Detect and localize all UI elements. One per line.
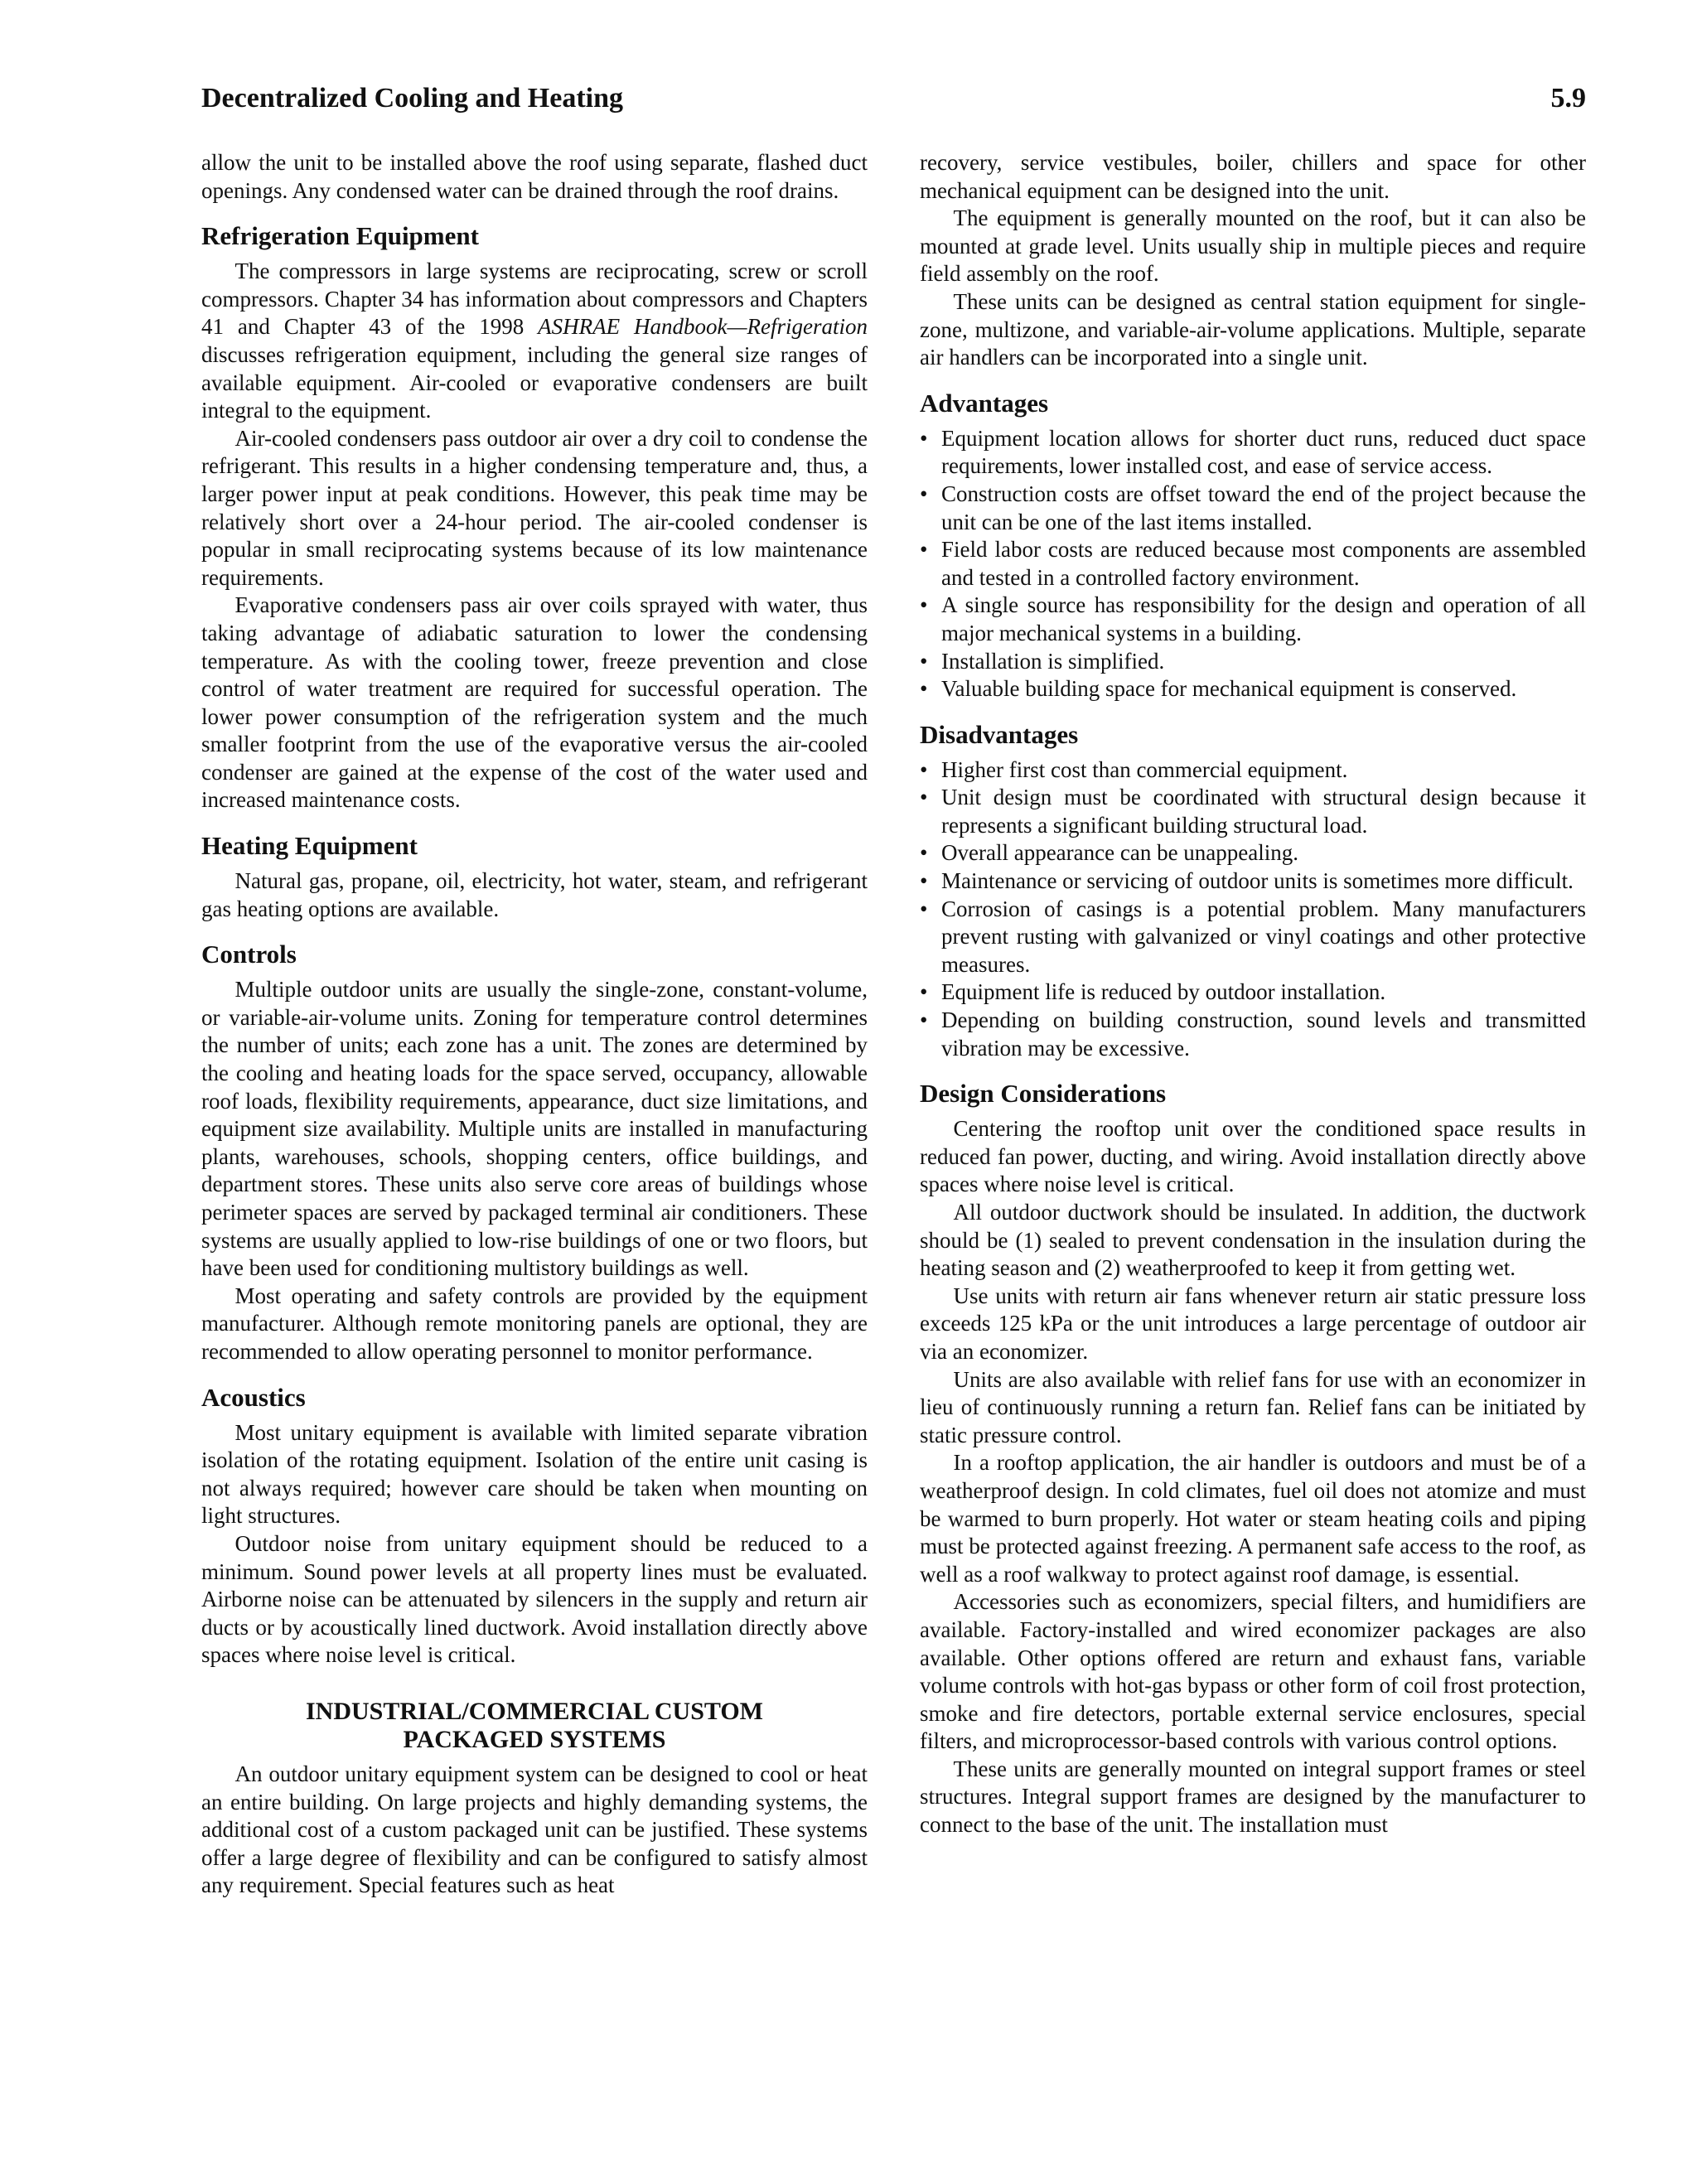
design-paragraph: Centering the rooftop unit over the conditioned space results in reduced fan power, ducting, and wiring. Avoid installation directly above spaces where noise level is critical. [920,1116,1586,1197]
disadvantage-item: • Unit design must be coordinated with structural design because it represents a significant building structural load. [920,784,1586,839]
intro-paragraph: allow the unit to be installed above the roof using separate, flashed duct openings. Any condensed water can be drained through the roof drains. [201,150,868,203]
section-heading-disadvantages: Disadvantages [920,719,1079,749]
disadvantage-item: • Equipment life is reduced by outdoor installation. [920,978,1586,1007]
section-heading-advantages: Advantages [920,388,1049,418]
handbook-citation: ASHRAE Handbook—Refrigeration [538,314,868,340]
custom-paragraph-3: These units can be designed as central station equipment for single-zone, multizone, and variable-air-volume applications. Multiple, separate air handlers can be incorporated into a single unit. [920,288,1586,370]
acoustics-paragraph-1: Most unitary equipment is available with limited separate vibration isolation of the rotating equipment. Isolation of the entire unit casing is not always required; however care should be taken when mounting on light structures. [201,1419,868,1529]
continued-paragraph: recovery, service vestibules, boiler, chillers and space for other mechanical equipment can be designed into the unit. [920,150,1586,203]
advantage-item: • A single source has responsibility for the design and operation of all major mechanical systems in a building. [920,592,1586,647]
disadvantage-item: • Maintenance or servicing of outdoor units is sometimes more difficult. [920,867,1586,896]
major-heading-custom-packaged [201,1698,868,1754]
design-paragraph: Use units with return air fans whenever return air static pressure loss exceeds 125 kPa or the unit introduces a large percentage of outdoor air via an economizer. [920,1283,1586,1364]
heating-paragraph: Natural gas, propane, oil, electricity, hot water, steam, and refrigerant gas heating options are available. [201,868,868,921]
custom-paragraph-1: An outdoor unitary equipment system can be designed to cool or heat an entire building. On large projects and highly demanding systems, the additional cost of a custom packaged unit can be justified. These systems offer a large degree of flexibility and can be configured to satisfy almost any requirement. Special features such as heat [201,1761,868,1898]
design-paragraph: Units are also available with relief fans for use with an economizer in lieu of continuously running a return fan. Relief fans can be initiated by static pressure control. [920,1366,1586,1447]
disadvantage-item: • Higher first cost than commercial equipment. [920,756,1586,785]
disadvantage-item: • Overall appearance can be unappealing. [920,839,1586,867]
refrigeration-text-b: discusses refrigeration equipment, including the general size ranges of available equipment. Air-cooled or evaporative condensers are built integral to the equipment. [201,341,868,423]
design-paragraph: In a rooftop application, the air handler is outdoors and must be of a weatherproof design. In cold climates, fuel oil does not atomize and must be warmed to burn properly. Hot water or steam heating coils and piping must be protected against freezing. A permanent safe access to the roof, as well as a roof walkway to protect against roof damage, is essential. [920,1450,1586,1587]
section-heading-design-considerations: Design Considerations [920,1079,1167,1109]
refrigeration-paragraph-2: Air-cooled condensers pass outdoor air over a dry coil to condense the refrigerant. This results in a higher condensing temperature and, thus, a larger power input at peak conditions. However, this peak time may be relatively short over a 24-hour period. The air-cooled condenser is popular in small reciprocating systems because of its low maintenance requirements. [201,425,868,590]
disadvantage-item: • Corrosion of casings is a potential problem. Many manufacturers prevent rusting with galvanized or vinyl coatings and other protective measures. [920,896,1586,979]
design-paragraph: These units are generally mounted on integral support frames or steel structures. Integral support frames are designed by the manufacturer to connect to the base of the unit. The installation must [920,1756,1586,1838]
disadvantage-item: • Depending on building construction, sound levels and transmitted vibration may be excessive. [920,1007,1586,1062]
advantage-item: • Equipment location allows for shorter duct runs, reduced duct space requirements, lower installed cost, and ease of service access. [920,425,1586,481]
refrigeration-text-a: The compressors in large systems are reciprocating, screw or scroll compressors. Chapter 34 has information about compressors and Chapters 41 and Chapter 43 of the 1998 [201,259,868,340]
left-column [201,149,868,1900]
right-column [920,149,1586,1900]
running-title: Decentralized Cooling and Heating [201,83,624,114]
custom-paragraph-2: The equipment is generally mounted on the roof, but it can also be mounted at grade level. Units usually ship in multiple pieces and require field assembly on the roof. [920,205,1586,287]
controls-paragraph-1: Multiple outdoor units are usually the single-zone, constant-volume, or variable-air-volume units. Zoning for temperature control determines the number of units; each zone has a unit. The zones are determined by the cooling and heating loads for the space served, occupancy, allowable roof loads, flexibility requirements, appearance, duct size limitations, and equipment size availability. Multiple units are installed in manufacturing plants, warehouses, schools, shopping centers, office buildings, and department stores. These units also serve core areas of buildings whose perimeter spaces are served by packaged terminal air conditioners. These systems are usually applied to low-rise buildings of one or two floors, but have been used for conditioning multistory buildings as well. [201,977,868,1281]
section-heading-heating: Heating Equipment [201,831,418,861]
design-paragraph: Accessories such as economizers, special filters, and humidifiers are available. Factory-installed and wired economizer packages are also available. Other options offered are return and exhaust fans, variable volume controls with hot-gas bypass or other form of coil frost protection, smoke and fire detectors, portable external service enclosures, special filters, and microprocessor-based controls with various control options. [920,1589,1586,1754]
advantage-item: • Valuable building space for mechanical equipment is conserved. [920,675,1586,703]
refrigeration-paragraph-3: Evaporative condensers pass air over coils sprayed with water, thus taking advantage of adiabatic saturation to lower the condensing temperature. As with the cooling tower, freeze prevention and close control of water treatment are required for successful operation. The lower power consumption of the refrigeration system and the much smaller footprint from the use of the evaporative versus the air-cooled condenser are gained at the expense of the cost of the water used and increased maintenance costs. [201,592,868,813]
acoustics-paragraph-2: Outdoor noise from unitary equipment should be reduced to a minimum. Sound power levels at all property lines must be evaluated. Airborne noise can be attenuated by silencers in the supply and return air ducts or by acoustically lined ductwork. Avoid installation directly above spaces where noise level is critical. [201,1530,868,1668]
design-paragraph: All outdoor ductwork should be insulated. In addition, the ductwork should be (1) sealed to prevent condensation in the insulation during the heating season and (2) weatherproofed to keep it from getting wet. [920,1200,1586,1281]
section-heading-controls: Controls [201,940,297,969]
disadvantages-list [920,756,1586,1063]
page-number: 5.9 [1550,83,1586,114]
major-heading-line-1: INDUSTRIAL/COMMERCIAL CUSTOM [305,1697,763,1725]
section-heading-acoustics: Acoustics [201,1382,306,1412]
major-heading-line-2: PACKAGED SYSTEMS [403,1725,666,1753]
advantage-item: • Installation is simplified. [920,648,1586,676]
advantage-item: • Field labor costs are reduced because most components are assembled and tested in a controlled factory environment. [920,536,1586,592]
refrigeration-paragraph-1 [201,258,868,425]
advantage-item: • Construction costs are offset toward the end of the project because the unit can be one of the last items installed. [920,481,1586,536]
advantages-list [920,425,1586,703]
section-heading-refrigeration: Refrigeration Equipment [201,221,479,251]
running-header [201,76,1586,126]
body-columns [201,149,1586,1900]
controls-paragraph-2: Most operating and safety controls are provided by the equipment manufacturer. Although remote monitoring panels are optional, they are recommended to allow operating personnel to monitor performance. [201,1283,868,1364]
